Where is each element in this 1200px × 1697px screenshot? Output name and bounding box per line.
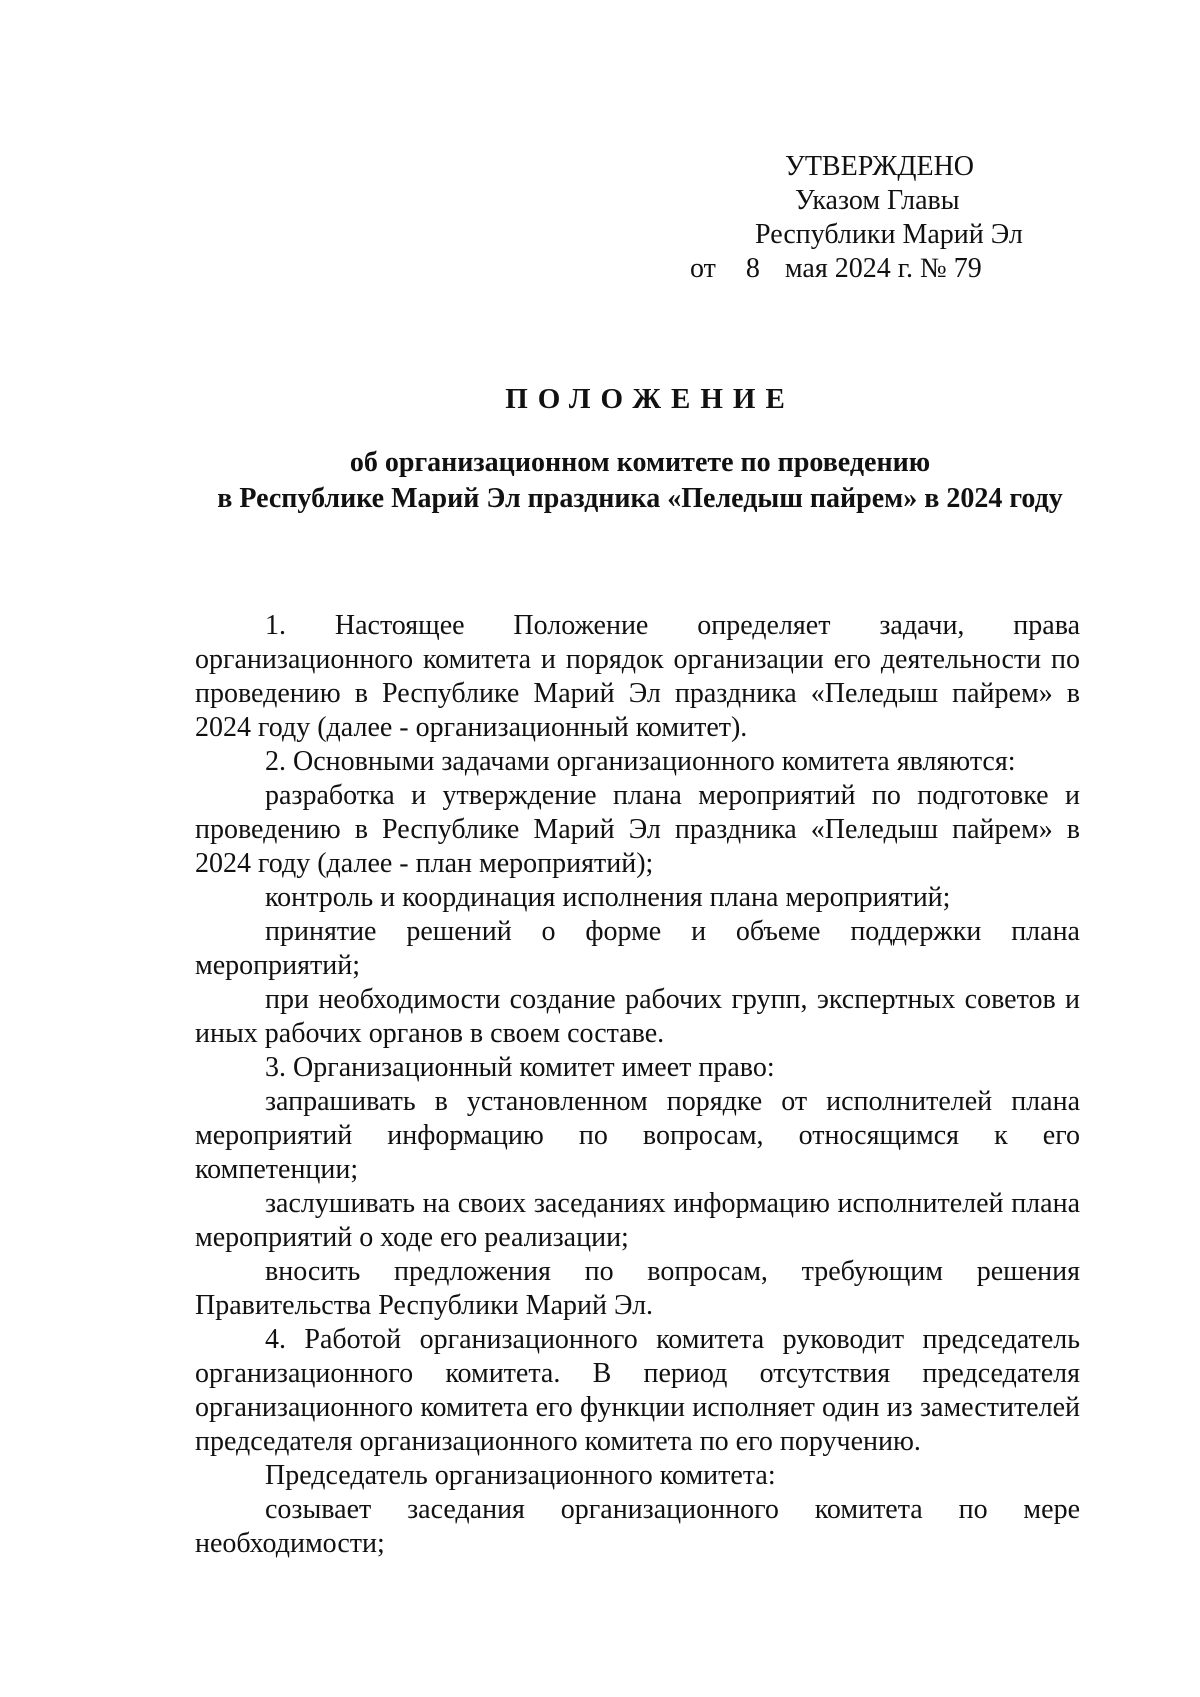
approval-from-label: от <box>690 253 716 284</box>
paragraph-5: принятие решений о форме и объеме поддержки плана мероприятий; <box>195 916 1080 981</box>
paragraph-12: Председатель организационного комитета: <box>265 1460 776 1491</box>
paragraph-7: 3. Организационный комитет имеет право: <box>265 1052 775 1083</box>
approval-stamp-block <box>690 150 1040 286</box>
paragraph-13: созывает заседания организационного комитета по мере необходимости; <box>195 1494 1080 1559</box>
approval-decree-label: Указом Главы <box>795 185 960 216</box>
document-body <box>195 609 1080 1561</box>
approval-approved-label: УТВЕРЖДЕНО <box>785 151 975 182</box>
subtitle-line-2: в Республике Марий Эл праздника «Пеледыш пайрем» в 2024 году <box>217 483 1063 514</box>
document-title: ПОЛОЖЕНИЕ <box>505 383 795 415</box>
approval-day: 8 <box>745 253 760 284</box>
paragraph-8: запрашивать в установленном порядке от исполнителей плана мероприятий информацию по вопросам, относящимся к его компетенции; <box>195 1086 1080 1185</box>
document-subtitle <box>190 445 1090 517</box>
approval-date-number: мая 2024 г. № 79 <box>784 253 982 284</box>
paragraph-3: разработка и утверждение плана мероприятий по подготовке и проведению в Республике Марий Эл праздника «Пеледыш пайрем» в 2024 году (далее - план мероприятий); <box>195 780 1080 879</box>
approval-date-line <box>680 252 1040 286</box>
paragraph-9: заслушивать на своих заседаниях информацию исполнителей плана мероприятий о ходе его реализации; <box>195 1188 1080 1253</box>
paragraph-4: контроль и координация исполнения плана мероприятий; <box>265 882 951 913</box>
approval-republic-label: Республики Марий Эл <box>755 219 1023 250</box>
paragraph-11: 4. Работой организационного комитета руководит председатель организационного комитета. В период отсутствия председателя организационного комитета его функции исполняет один из заместителей председателя организационного комитета по его поручению. <box>195 1324 1080 1457</box>
paragraph-6: при необходимости создание рабочих групп, экспертных советов и иных рабочих органов в своем составе. <box>195 984 1080 1049</box>
paragraph-2: 2. Основными задачами организационного комитета являются: <box>265 746 1016 777</box>
paragraph-1: 1. Настоящее Положение определяет задачи, права организационного комитета и порядок организации его деятельности по проведению в Республике Марий Эл праздника «Пеледыш пайрем» в 2024 году (далее - организационный комитет). <box>195 610 1080 743</box>
subtitle-line-1: об организационном комитете по проведению <box>349 447 931 478</box>
paragraph-10: вносить предложения по вопросам, требующим решения Правительства Республики Марий Эл. <box>195 1256 1080 1321</box>
